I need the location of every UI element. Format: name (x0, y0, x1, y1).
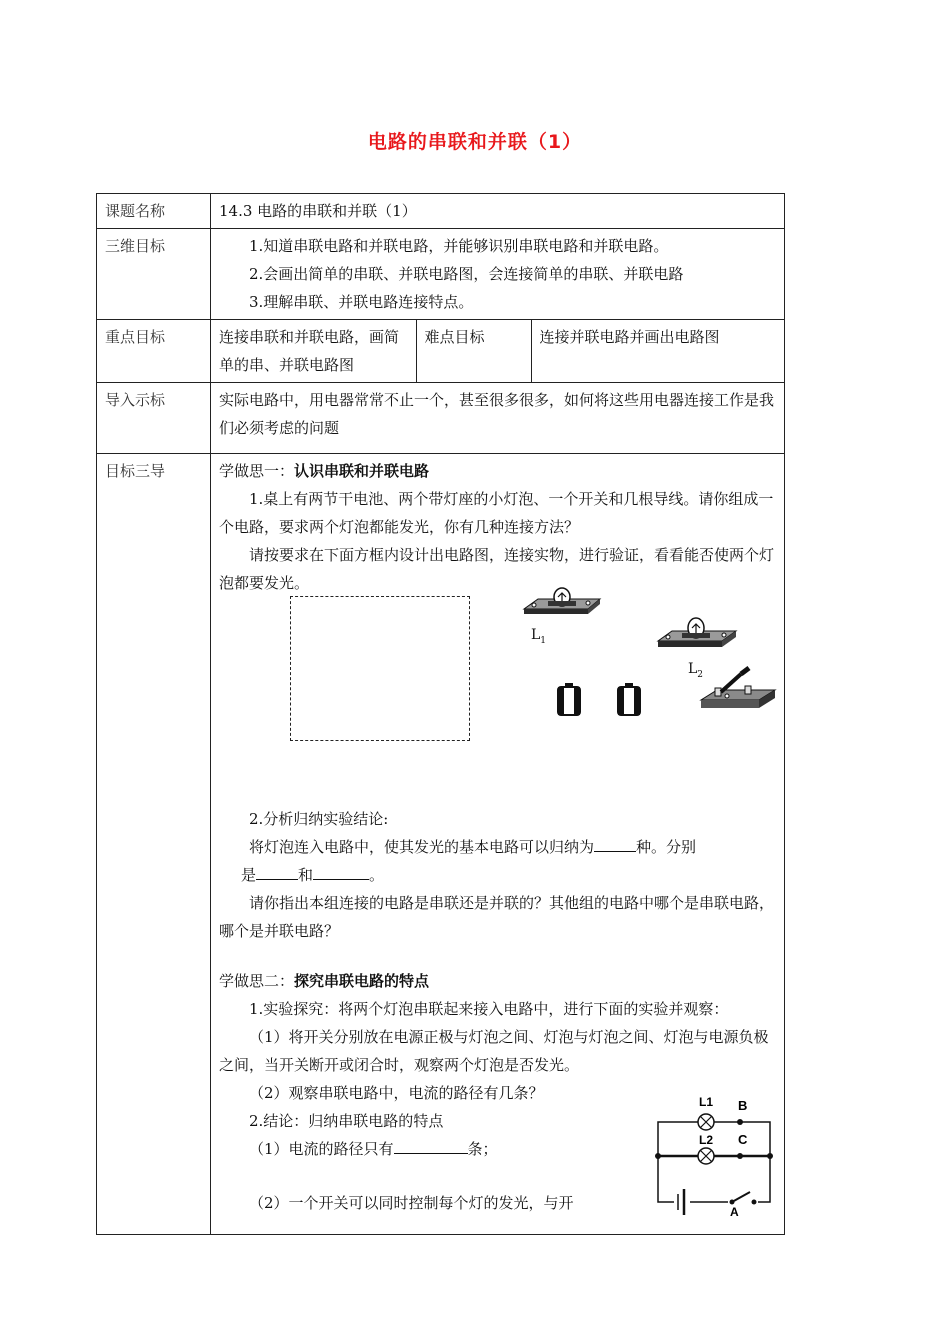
question-3: 请你指出本组连接的电路是串联还是并联的？其他组的电路中哪个是串联电路，哪个是并联电路？ (219, 894, 775, 940)
question-2: 2.分析归纳实验结论: (249, 810, 389, 828)
experiment-1: 1.实验探究：将两个灯泡串联起来接入电路中，进行下面的实验并观察： (249, 1000, 729, 1018)
conclusion-2b: （2）一个开关可以同时控制每个灯的发光，与开 (249, 1194, 574, 1212)
lamp-l1-icon (518, 587, 604, 617)
label-topic: 课题名称 (97, 194, 211, 229)
battery-icon (556, 683, 582, 717)
question-1b: 请按要求在下面方框内设计出电路图，连接实物，进行验证，看看能否使两个灯泡都要发光。 (219, 546, 775, 592)
row-intro (97, 383, 785, 454)
switch-icon (697, 664, 779, 712)
section1-title: 认识串联和并联电路 (294, 462, 430, 480)
label-key: 重点目标 (97, 320, 211, 383)
conclusion-2a-end: 条； (467, 1140, 498, 1158)
answer-blank-type2[interactable] (313, 863, 369, 880)
value-intro: 实际电路中，用电器常常不止一个，甚至很多很多，如何将这些用电器连接工作是我们必须考虑的问题 (211, 383, 785, 454)
answer-blank-type1[interactable] (256, 863, 298, 880)
conclusion-2: 2.结论：归纳串联电路的特点 (249, 1112, 444, 1130)
row-topic (97, 194, 785, 229)
experiment-1a: （1）将开关分别放在电源正极与灯泡之间、灯泡与灯泡之间、灯泡与电源负极之间，当开关断开或闭合时，观察两个灯泡是否发光。 (219, 1028, 769, 1074)
section1-prefix: 学做思一： (219, 462, 295, 480)
row-key (97, 320, 785, 383)
circuit-b-label: B (738, 1098, 748, 1113)
circuit-c-label: C (738, 1132, 748, 1147)
drawing-box[interactable] (290, 596, 470, 741)
answer-blank-paths[interactable] (394, 1137, 468, 1154)
conclusion-text-5: 。 (369, 866, 385, 884)
key-inner-table (211, 320, 784, 382)
goal-2: 2.会画出简单的串联、并联电路图，会连接简单的串联、并联电路 (249, 265, 684, 283)
label-intro: 导入示标 (97, 383, 211, 454)
key-value: 连接串联和并联电路，画简单的串、并联电路图 (211, 320, 416, 382)
conclusion-2a-text: （1）电流的路径只有 (249, 1140, 394, 1158)
lamp-l1-label: $L_1$ (531, 627, 547, 646)
section2-prefix: 学做思二： (219, 972, 295, 990)
series-parallel-circuit-diagram (652, 1092, 774, 1218)
experiment-1b: （2）观察串联电路中，电流的路径有几条？ (249, 1084, 544, 1102)
lamp-l2-label: $L_2$ (688, 661, 704, 680)
conclusion-text-3: 是 (241, 866, 257, 884)
answer-blank-count[interactable] (594, 835, 636, 852)
circuit-a-label: A (730, 1205, 739, 1218)
label-goals: 三维目标 (97, 229, 211, 320)
goal-3: 3.理解串联、并联电路连接特点。 (249, 293, 474, 311)
circuit-l1-label: L1 (699, 1095, 714, 1109)
circuit-l2-label: L2 (699, 1133, 714, 1147)
section2-title: 探究串联电路的特点 (294, 972, 430, 990)
goal-1: 1.知道串联电路和并联电路，并能够识别串联电路和并联电路。 (249, 237, 669, 255)
label-guide: 目标三导 (97, 454, 211, 1235)
conclusion-text-1: 将灯泡连入电路中，使其发光的基本电路可以归纳为 (249, 838, 595, 856)
conclusion-text-4: 和 (298, 866, 314, 884)
value-topic: 14.3 电路的串联和并联（1） (211, 194, 785, 229)
question-1: 1.桌上有两节干电池、两个带灯座的小灯泡、一个开关和几根导线。请你组成一个电路，要求两个灯泡都能发光，你有几种连接方法？ (219, 490, 774, 536)
difficulty-label: 难点目标 (416, 320, 531, 382)
difficulty-value: 连接并联电路并画出电路图 (539, 328, 720, 346)
conclusion-text-2: 种。分别 (636, 838, 697, 856)
page-title: 电路的串联和并联（1） (367, 131, 583, 153)
row-goals (97, 229, 785, 320)
lamp-l2-icon (654, 617, 740, 649)
battery-icon (616, 683, 642, 717)
